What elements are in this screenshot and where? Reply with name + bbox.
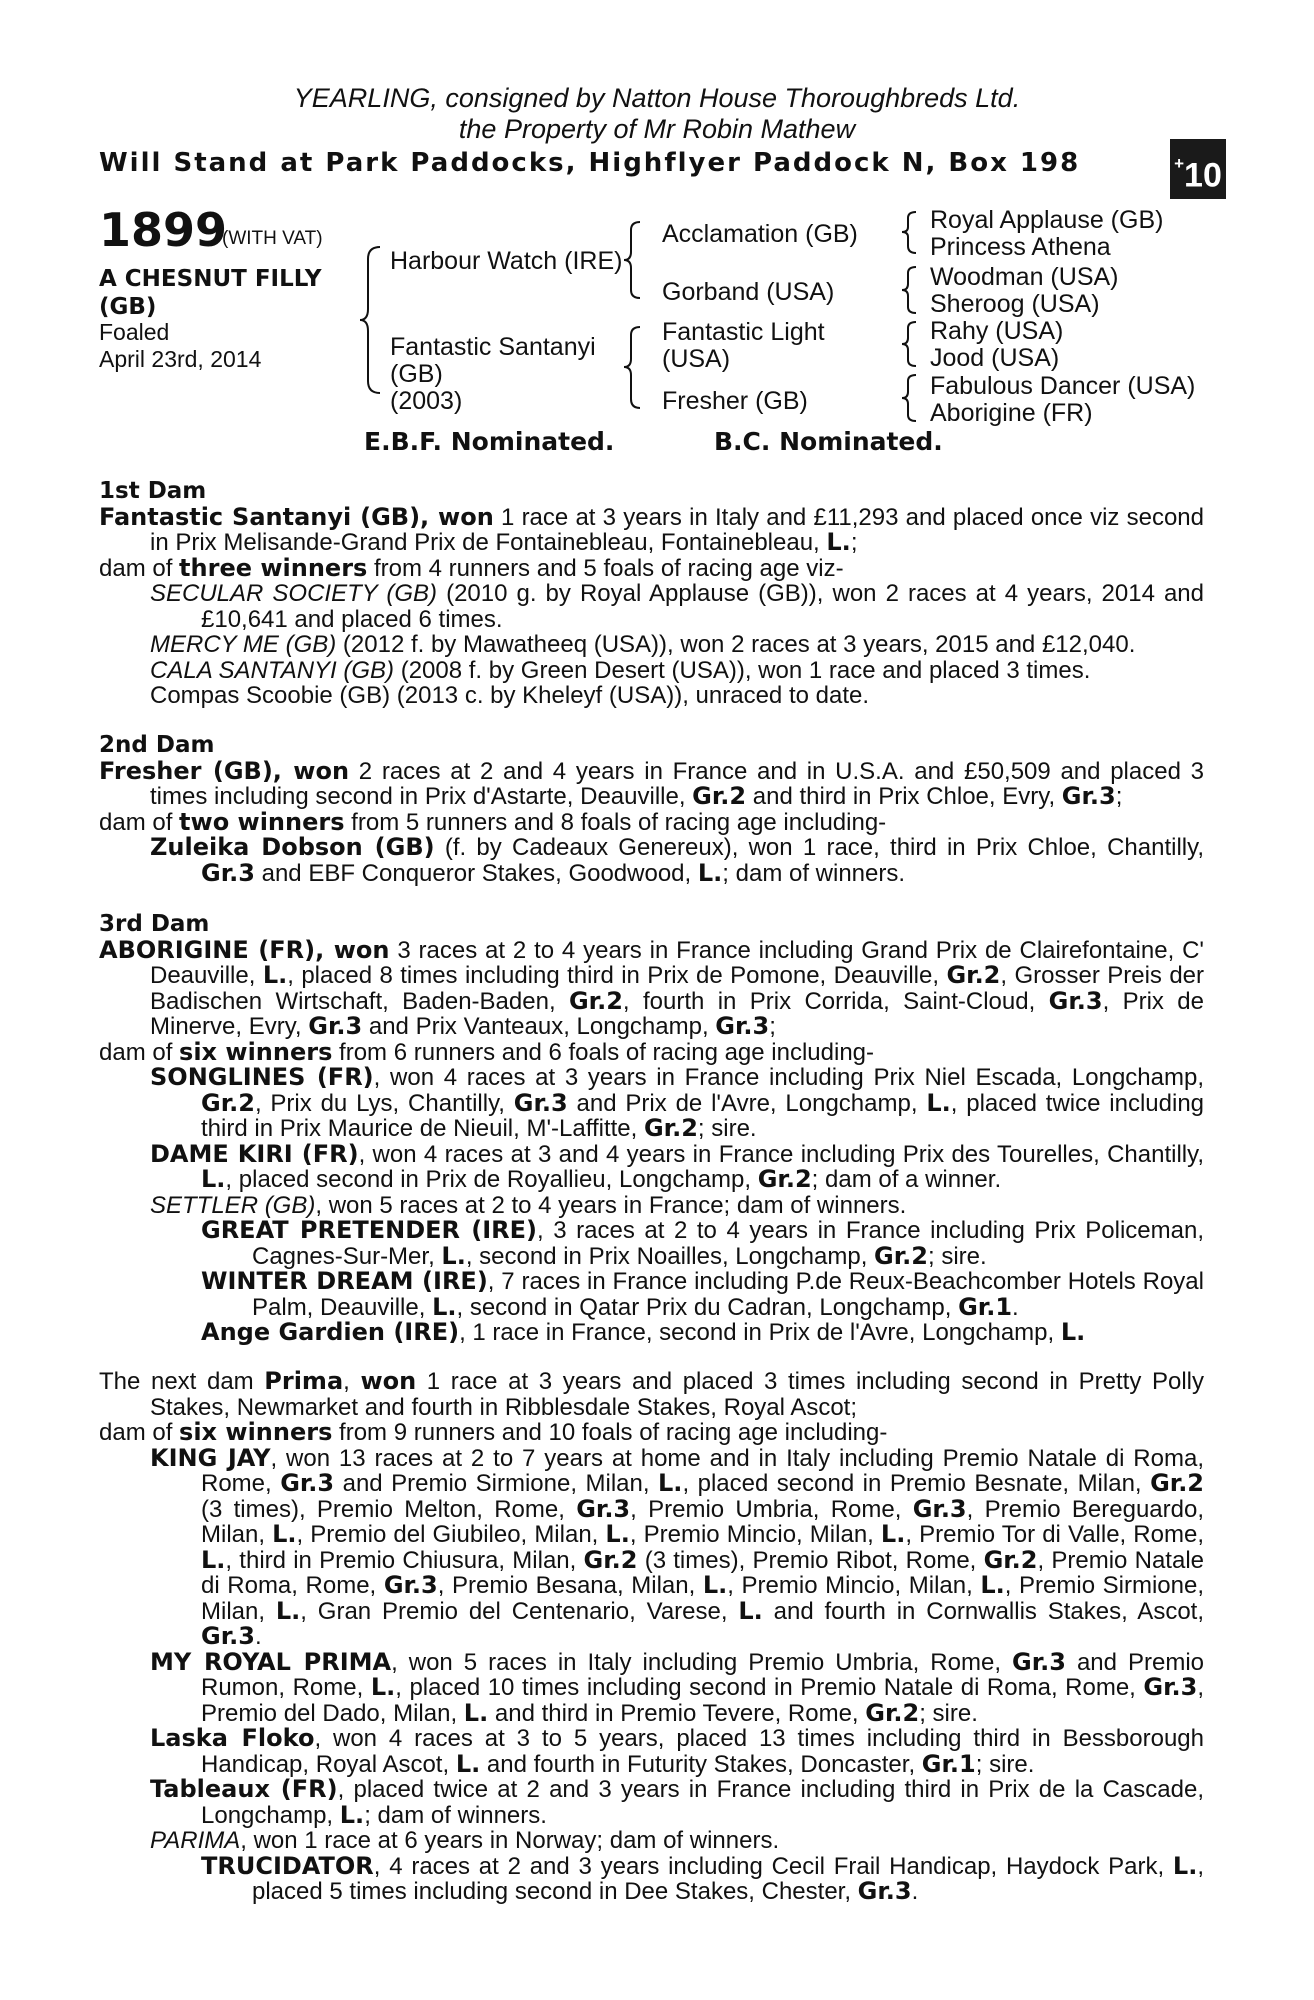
third-dam-record: ABORIGINE (FR), won 3 races at 2 to 4 years in France including Grand Prix de Clairefontaine, C' Deauville, L., placed 8 times including third in Prix de Pomone, Deauville, Gr.2, Grosser Preis der Badischen Wirtschaft, Baden-Baden, Gr.2, fourth in Prix Corrida, Saint-Cloud, Gr.3, Prix de Minerve, Evry, Gr.3 and Prix Vanteaux, Longchamp, Gr.3; xyxy=(99,935,1205,1040)
next-dam-record: The next dam Prima, won 1 race at 3 years and placed 3 times including second in Pretty Polly Stakes, Newmarket and fourth in Ribblesdale Stakes, Royal Ascot; xyxy=(99,1367,1204,1421)
first-dam-record: Fantastic Santanyi (GB), won 1 race at 3 years in Italy and £11,293 and placed once viz second in Prix Melisande-Grand Prix de Fontainebleau, Fontainebleau, L.; xyxy=(99,502,1204,556)
second-dam-record: Fresher (GB), won 2 races at 2 and 4 years in France and in U.S.A. and £50,509 and placed 3 times including second in Prix d'Astarte, Deauville, Gr.2 and third in Prix Chloe, Evry, Gr.3; xyxy=(99,756,1204,810)
produce-item: SONGLINES (FR), won 4 races at 3 years in France including Prix Niel Escada, Longchamp, Gr.2, Prix du Lys, Chantilly, Gr.3 and Prix de l'Avre, Longchamp, L., placed twice including third in Prix Maurice de Nieuil, M'-Laffitte, Gr.2; sire. xyxy=(150,1063,1205,1142)
gen3-ddd: Aborigine (FR) xyxy=(930,399,1093,427)
second-dam-produce: dam of two winners from 5 runners and 8 foals of racing age including- xyxy=(99,807,887,836)
brace-dd xyxy=(902,373,920,423)
produce-item: MY ROYAL PRIMA, won 5 races in Italy including Premio Umbria, Rome, Gr.3 and Premio Rumon, Rome, L., placed 10 times including second in Premio Natale di Roma, Rome, Gr.3, Premio del Dado, Milan, L. and third in Premio Tevere, Rome, Gr.2; sire. xyxy=(150,1647,1205,1727)
badge-plus: + xyxy=(1174,154,1185,173)
gen3-dds: Fabulous Dancer (USA) xyxy=(930,372,1196,400)
sire-name: Harbour Watch (IRE) xyxy=(390,247,623,275)
first-dam-produce: dam of three winners from 4 runners and 5 foals of racing age viz- xyxy=(99,553,844,582)
produce-item: SECULAR SOCIETY (GB) (2010 g. by Royal Applause (GB)), won 2 races at 4 years, 2014 and £10,641 and placed 6 times. xyxy=(150,580,1204,633)
first-dam-heading: 1st Dam xyxy=(99,478,207,504)
gen3-sds: Woodman (USA) xyxy=(930,263,1119,291)
next-dam-section xyxy=(99,1369,1204,1905)
dam-sire-line2: (USA) xyxy=(662,345,731,373)
badge-number: 10 xyxy=(1184,156,1222,195)
dam-sire xyxy=(662,319,825,373)
horse-description xyxy=(99,265,322,321)
sire-sire: Acclamation (GB) xyxy=(662,220,858,248)
produce-item: MERCY ME (GB) (2012 f. by Mawatheeq (USA)), won 2 races at 3 years, 2015 and £12,040. xyxy=(150,631,1136,658)
grandproduce-item: Ange Gardien (IRE), 1 race in France, second in Prix de l'Avre, Longchamp, L. xyxy=(201,1318,1086,1346)
gen3-ssd: Princess Athena xyxy=(930,233,1111,261)
produce-item: Compas Scoobie (GB) (2013 c. by Kheleyf (USA)), unraced to date. xyxy=(150,682,870,709)
sire-dam: Gorband (USA) xyxy=(662,278,835,306)
brace-ss xyxy=(902,210,920,255)
third-dam-section xyxy=(99,912,1204,1346)
produce-item: PARIMA, won 1 race at 6 years in Norway; dam of winners. xyxy=(150,1827,780,1854)
dam-year: (2003) xyxy=(390,387,463,415)
dam-dam: Fresher (GB) xyxy=(662,387,808,415)
pedigree-brace-dam xyxy=(624,325,646,410)
lot-number: 1899 xyxy=(99,203,228,257)
foaled-label: Foaled xyxy=(99,319,170,345)
grandproduce-item: TRUCIDATOR, 4 races at 2 and 3 years including Cecil Frail Handicap, Haydock Park, L., placed 5 times including second in Dee Stakes, Chester, Gr.3. xyxy=(201,1851,1204,1905)
gen3-sss: Royal Applause (GB) xyxy=(930,206,1164,234)
gen3-sdd: Sheroog (USA) xyxy=(930,290,1100,318)
pedigree-brace-main xyxy=(360,245,390,395)
dam-name xyxy=(390,334,596,415)
pedigree-brace-sire xyxy=(624,220,646,300)
foaled-info xyxy=(99,319,261,373)
produce-item: KING JAY, won 13 races at 2 to 7 years at home and in Italy including Premio Natale di Roma, Rome, Gr.3 and Premio Sirmione, Milan, L., placed second in Premio Besnate, Milan, Gr.2 (3 times), Premio Melton, Rome, Gr.3, Premio Umbria, Rome, Gr.3, Premio Bereguardo, Milan, L., Premio del Giubileo, Milan, L., Premio Mincio, Milan, L., Premio Tor di Valle, Rome, L., third in Premio Chiusura, Milan, Gr.2 (3 times), Premio Ribot, Rome, Gr.2, Premio Natale di Roma, Rome, Gr.3, Premio Besana, Milan, L., Premio Mincio, Milan, L., Premio Sirmione, Milan, L., Gran Premio del Centenario, Varese, L. and fourth in Cornwallis Stakes, Ascot, Gr.3. xyxy=(150,1443,1205,1650)
stand-location: Will Stand at Park Paddocks, Highflyer Paddock N, Box 198 xyxy=(99,148,1081,178)
ebf-nominated: E.B.F. Nominated. xyxy=(364,427,615,456)
produce-item: SETTLER (GB), won 5 races at 2 to 4 years in France; dam of winners. xyxy=(150,1191,907,1219)
third-dam-heading: 3rd Dam xyxy=(99,911,210,937)
grandproduce-item: WINTER DREAM (IRE), 7 races in France including P.de Reux-Beachcomber Hotels Royal Palm, Deauville, L., second in Qatar Prix du Cadran, Longchamp, Gr.1. xyxy=(201,1267,1204,1321)
first-dam-section xyxy=(99,479,1204,709)
second-dam-section xyxy=(99,733,1204,886)
third-dam-produce: dam of six winners from 6 runners and 6 foals of racing age including- xyxy=(99,1037,875,1066)
horse-name-line1: A CHESNUT FILLY xyxy=(99,266,322,292)
consignor-line: YEARLING, consigned by Natton House Thoroughbreds Ltd. xyxy=(293,83,1021,113)
dam-name-line2: (GB) xyxy=(390,360,443,388)
gen3-dsd: Jood (USA) xyxy=(930,344,1060,372)
brace-ds xyxy=(902,320,920,368)
vat-note: (WITH VAT) xyxy=(222,228,323,249)
foaled-date: April 23rd, 2014 xyxy=(99,346,262,372)
page-badge xyxy=(1170,139,1226,199)
produce-item: Tableaux (FR), placed twice at 2 and 3 years in France including third in Prix de la Cascade, Longchamp, L.; dam of winners. xyxy=(150,1775,1204,1829)
produce-item: CALA SANTANYI (GB) (2008 f. by Green Desert (USA)), won 1 race and placed 3 times. xyxy=(150,656,1091,684)
gen3-dss: Rahy (USA) xyxy=(930,317,1064,345)
grandproduce-item: GREAT PRETENDER (IRE), 3 races at 2 to 4 years in France including Prix Policeman, Cagnes-Sur-Mer, L., second in Prix Noailles, Longchamp, Gr.2; sire. xyxy=(201,1216,1204,1270)
property-line: the Property of Mr Robin Mathew xyxy=(458,114,856,144)
next-dam-produce: dam of six winners from 9 runners and 10 foals of racing age including- xyxy=(99,1418,888,1446)
produce-item: Zuleika Dobson (GB) (f. by Cadeaux Genereux), won 1 race, third in Prix Chloe, Chantilly, Gr.3 and EBF Conqueror Stakes, Goodwood, L.; dam of winners. xyxy=(150,833,1204,887)
brace-sd xyxy=(902,265,920,315)
dam-sire-line1: Fantastic Light xyxy=(662,318,825,346)
horse-name-line2: (GB) xyxy=(99,294,157,320)
second-dam-heading: 2nd Dam xyxy=(99,732,215,758)
produce-item: Laska Floko, won 4 races at 3 to 5 years, placed 13 times including third in Bessborough Handicap, Royal Ascot, L. and fourth in Futurity Stakes, Doncaster, Gr.1; sire. xyxy=(150,1724,1205,1778)
dam-name-line1: Fantastic Santanyi xyxy=(390,333,596,361)
bc-nominated: B.C. Nominated. xyxy=(714,427,943,456)
produce-item: DAME KIRI (FR), won 4 races at 3 and 4 years in France including Prix des Tourelles, Chantilly, L., placed second in Prix de Royallieu, Longchamp, Gr.2; dam of a winner. xyxy=(150,1139,1204,1193)
